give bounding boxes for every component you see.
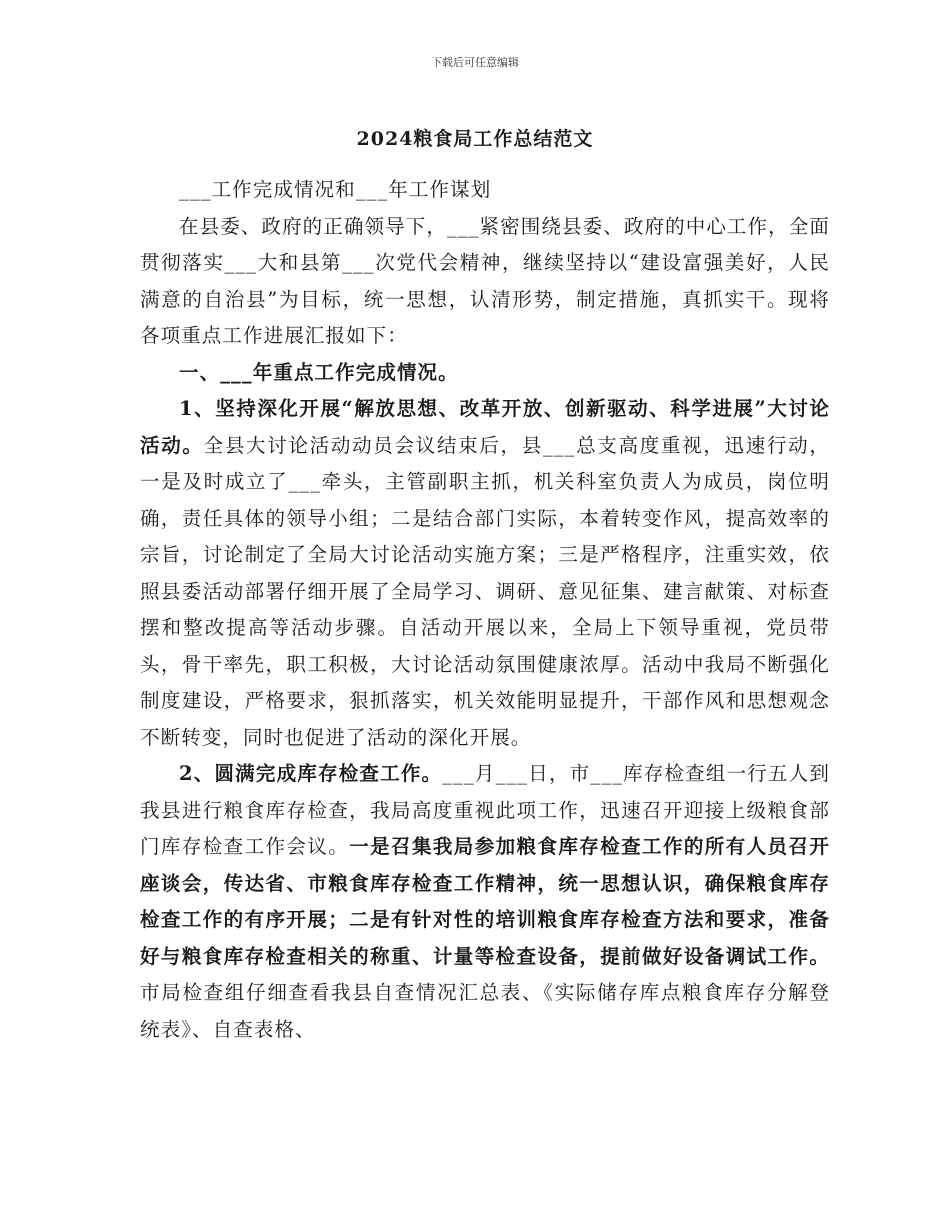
intro-paragraph: 在县委、政府的正确领导下，___紧密围绕县委、政府的中心工作，全面贯彻落实___大和县第___次党代会精神，继续坚持以“建设富强美好，人民满意的自治县”为目标，统一思想，认清形势，制定措施，真抓实干。现将各项重点工作进展汇报如下： xyxy=(140,214,830,347)
section-1-heading: 一、___年重点工作完成情况。 xyxy=(179,360,459,384)
item-2-body-a: ___月___日，市___库存检查组一行五人到我县进行粮食库存检查，我局高度重视此项工作，迅速召开迎接上级粮食部门库存检查工作会议。 xyxy=(140,762,830,858)
item-2-body-bold: 一是召集我局参加粮食库存检查工作的所有人员召开座谈会，传达省、市粮食库存检查工作精神，统一思想认识，确保粮食库存检查工作的有序开展；二是有针对性的培训粮食库存检查方法和要求，准备好与粮食库存检查相关的称重、计量等检查设备，提前做好设备调试工作。 xyxy=(140,835,830,968)
header-note: 下载后可任意编辑 xyxy=(431,56,519,69)
document-title: 2024粮食局工作总结范文 xyxy=(356,128,594,150)
subtitle-paragraph: ___工作完成情况和___年工作谋划 xyxy=(179,178,492,201)
item-1-body: 全县大讨论活动动员会议结束后，县___总支高度重视，迅速行动，一是及时成立了___牵头，主管副职主抓，机关科室负责人为成员，岗位明确，责任具体的领导小组；二是结合部门实际，本着转变作风，提高效率的宗旨，讨论制定了全局大讨论活动实施方案；三是严格程序，注重实效，依照县委活动部署仔细开展了全局学习、调研、意见征集、建言献策、对标查摆和整改提高等活动步骤。自活动开展以来，全局上下领导重视，党员带头，骨干率先，职工积极，大讨论活动氛围健康浓厚。活动中我局不断强化制度建设，严格要求，狠抓落实，机关效能明显提升，干部作风和思想观念不断转变，同时也促进了活动的深化开展。 xyxy=(140,433,830,749)
item-2-body-c: 市局检查组仔细查看我县自查情况汇总表、《实际储存库点粮食库存分解登统表》、自查表格、 xyxy=(140,981,830,1041)
item-2-heading: 2、圆满完成库存检查工作。 xyxy=(179,762,443,785)
item-1-heading: 1、坚持深化开展“解放思想、改革开放、创新驱动、科学进展”大讨论活动。 xyxy=(140,397,830,457)
item-2-paragraph xyxy=(140,756,830,1048)
document-body xyxy=(140,172,830,1048)
item-1-paragraph xyxy=(140,391,830,756)
